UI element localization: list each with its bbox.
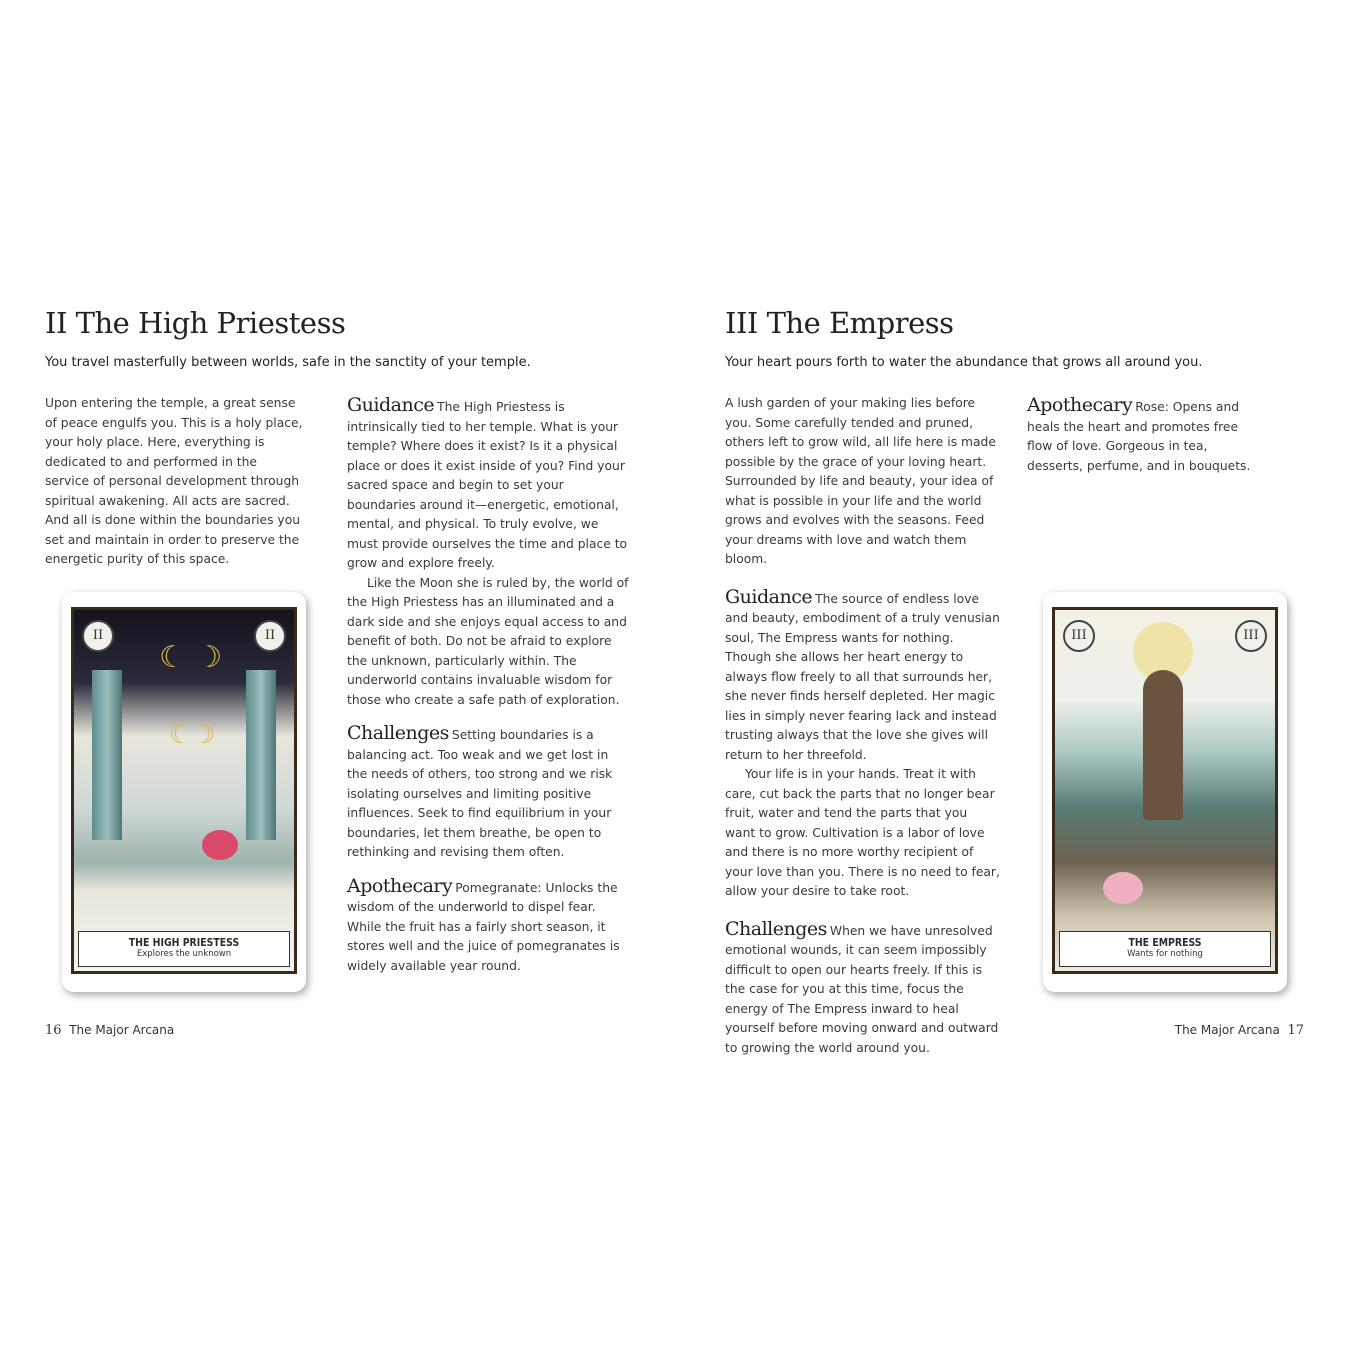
- challenges-section: [725, 917, 1001, 1059]
- card-label: [78, 931, 290, 967]
- intro-section: [725, 394, 1001, 570]
- moon-icon: ☾☽: [169, 720, 216, 750]
- card-illustration: [71, 607, 297, 974]
- section-text: Like the Moon she is ruled by, the world of the High Priestess has an illuminated and a dark side and she enjoys equal access to and benefit of both. Do not be afraid to explore the unknown, particularly within. The underworld contains invaluable wisdom for those who create a safe path of exploration.: [347, 575, 629, 707]
- pomegranate-image: [202, 830, 238, 860]
- tarot-card-high-priestess: [62, 592, 306, 992]
- intro-text: [45, 394, 303, 570]
- subtitle: Your heart pours forth to water the abundance that grows all around you.: [725, 355, 1203, 370]
- apothecary-section: [1027, 396, 1262, 476]
- section-heading: Challenges: [347, 722, 449, 744]
- sections-column: [347, 396, 629, 976]
- card-numeral: II: [254, 620, 286, 652]
- card-numeral: II: [82, 620, 114, 652]
- card-label: [1059, 931, 1271, 967]
- apothecary-section: [347, 874, 629, 977]
- rose-image: [1103, 872, 1143, 904]
- guidance-section: [347, 396, 629, 710]
- running-footer: The Major Arcana: [1174, 1023, 1280, 1037]
- section-text: Pomegranate: Unlocks the wisdom of the underworld to dispel fear. While the fruit has a fairly short season, it stores well and the juice of pomegranates is widely available year round.: [347, 880, 620, 973]
- guidance-section: [725, 585, 1001, 902]
- section-text: The High Priestess is intrinsically tied to her temple. What is your temple? Where does it exist? Is it a physical place or does it exist inside of you? Find your sacred space and begin to set your boundaries around it—energetic, emotional, mental, and physical. To truly evolve, we must provide ourselves the time and place to grow and explore freely.: [347, 400, 628, 570]
- section-text: Setting boundaries is a balancing act. Too weak and we get lost in the needs of others, too strong and we risk isolating ourselves and limiting positive influences. Seek to find equilibrium in your boundaries, let them breathe, be open to rethinking and revising them often.: [347, 728, 613, 859]
- main-column: [725, 394, 1001, 1058]
- section-heading: Guidance: [725, 585, 813, 608]
- moon-icon: ☾ ☽: [159, 640, 223, 675]
- footer: [1175, 1023, 1304, 1038]
- section-heading: Guidance: [347, 394, 435, 416]
- section-text: The source of endless love and beauty, embodiment of a truly venusian soul, The Empress wants for nothing. Though she allows her heart energy to always flow freely to all that surrounds her, she never finds herself depleted. Her magic lies in simply never fearing lack and instead trusting always that the love she gives will return to her threefold.: [725, 591, 1000, 762]
- tree-throne-image: [1143, 670, 1183, 820]
- pillar: [92, 670, 122, 840]
- section-text: Your life is in your hands. Treat it with care, cut back the parts that no longer bear fruit, water and tend the parts that you want to grow. Cultivation is a labor of love and there is no more worthy recipient of your love than you. There is no need to fear, allow your desire to take root.: [725, 767, 1000, 898]
- card-illustration: [1052, 607, 1278, 974]
- card-name: THE HIGH PRIESTESS: [128, 936, 240, 949]
- footer: [45, 1023, 174, 1038]
- page-title: III The Empress: [725, 306, 954, 340]
- pillar: [246, 670, 276, 840]
- card-numeral: III: [1063, 620, 1095, 652]
- running-footer: The Major Arcana: [69, 1023, 175, 1037]
- page-number: 17: [1287, 1023, 1304, 1038]
- card-tagline: Explores the unknown: [136, 949, 232, 959]
- section-heading: Apothecary: [1027, 394, 1133, 416]
- section-heading: Apothecary: [347, 874, 453, 897]
- page-number: 16: [45, 1023, 62, 1038]
- card-name: THE EMPRESS: [1128, 936, 1202, 949]
- challenges-section: [347, 724, 629, 863]
- tarot-card-empress: [1043, 592, 1287, 992]
- subtitle: You travel masterfully between worlds, safe in the sanctity of your temple.: [45, 355, 531, 370]
- section-heading: Challenges: [725, 917, 827, 940]
- section-text: Rose: Opens and heals the heart and promotes free flow of love. Gorgeous in tea, desserts, perfume, and in bouquets.: [1027, 400, 1251, 473]
- intro-paragraph: Upon entering the temple, a great sense of peace engulfs you. This is a holy place, your holy place. Here, everything is dedicated to and performed in the service of personal development through spiritual awakening. All acts are sacred. And all is done within the boundaries you set and maintain in order to preserve the energetic purity of this space.: [45, 396, 303, 566]
- section-text: When we have unresolved emotional wounds, it can seem impossibly difficult to open our hearts freely. If this is the case for you at this time, focus the energy of The Empress inward to heal yourself before moving onward and outward to growing the world around you.: [725, 923, 999, 1055]
- card-numeral: III: [1235, 620, 1267, 652]
- card-tagline: Wants for nothing: [1127, 949, 1203, 959]
- page-title: II The High Priestess: [45, 306, 346, 340]
- intro-paragraph: A lush garden of your making lies before you. Some carefully tended and pruned, others left to grow wild, all life here is made possible by the grace of your loving heart. Surrounded by life and beauty, your idea of what is possible in your life and the world grows and evolves with the seasons. Feed your dreams with love and watch them bloom.: [725, 396, 996, 566]
